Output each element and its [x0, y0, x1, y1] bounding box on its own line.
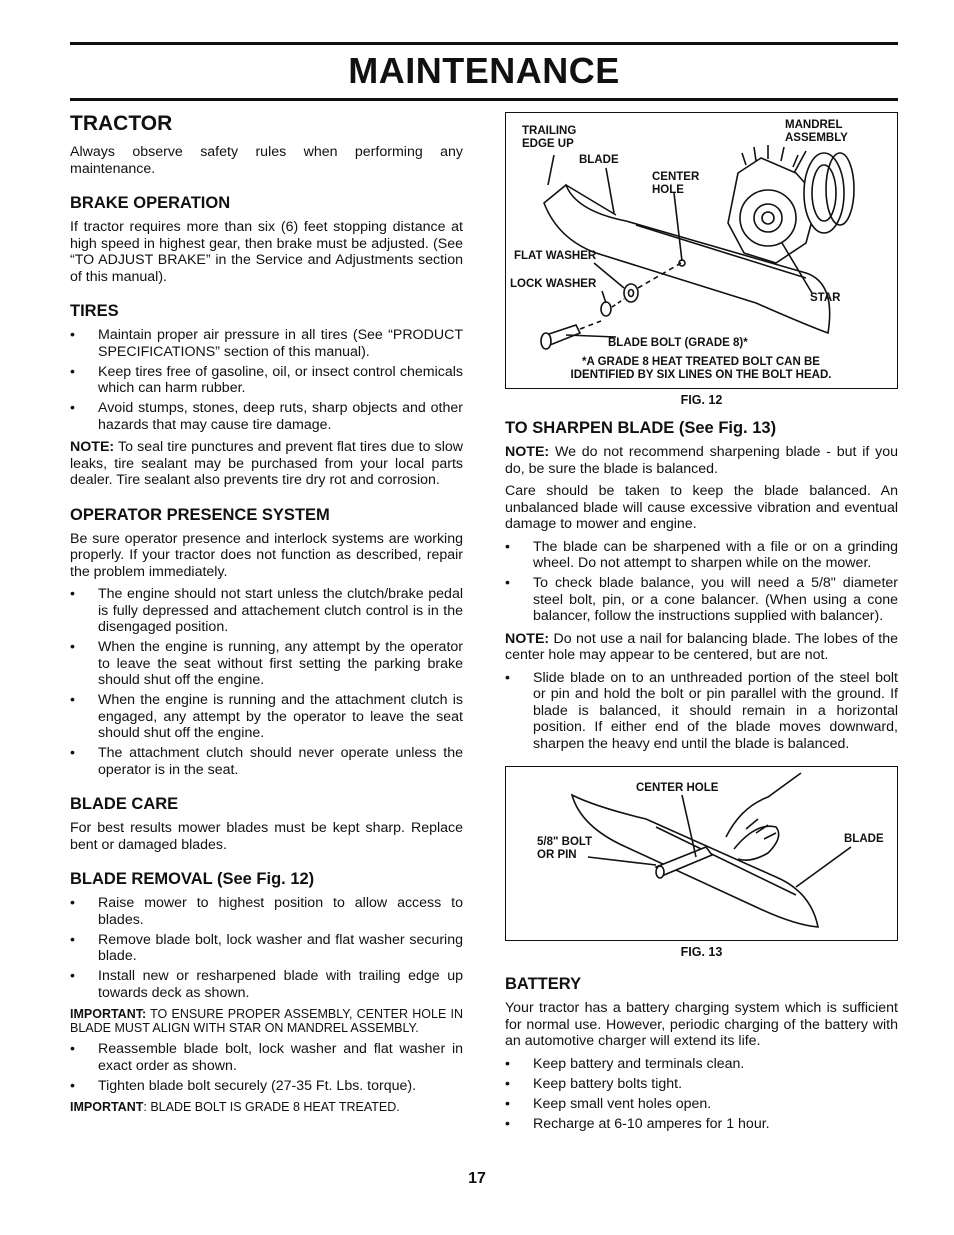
blade-removal-list-2: [70, 1041, 463, 1094]
label-mandrel-assembly: MANDREL ASSEMBLY: [785, 119, 848, 144]
note-text: Do not use a nail for balancing blade. The lobes of the center hole may appear to be centered, but are not.: [505, 630, 898, 663]
sharpen-note-2: [505, 631, 898, 664]
battery-list: [505, 1056, 898, 1133]
list-item: • Install new or resharpened blade with trailing edge up towards deck as shown.: [70, 968, 463, 1001]
label-blade: BLADE: [579, 154, 619, 166]
list-item: • Maintain proper air pressure in all tires (See “PRODUCT SPECIFICATIONS” section of this manual).: [70, 327, 463, 360]
battery-text: Your tractor has a battery charging system which is sufficient for normal use. However, periodic charging of the battery with an automotive charger will extend its life.: [505, 1000, 898, 1049]
sharpen-text: Care should be taken to keep the blade balanced. An unbalanced blade will cause excessive vibration and eventual damage to mower and engine.: [505, 483, 898, 532]
list-item: • Recharge at 6-10 amperes for 1 hour.: [505, 1116, 898, 1133]
fig13-caption: FIG. 13: [680, 945, 723, 959]
list-item: • Keep battery bolts tight.: [505, 1076, 898, 1093]
label-trailing-edge: TRAILING EDGE UP: [522, 125, 577, 150]
important-label: IMPORTANT: [70, 1100, 144, 1114]
important-text: : BLADE BOLT IS GRADE 8 HEAT TREATED.: [143, 1100, 400, 1114]
ops-list: [70, 586, 463, 778]
figure-13: [505, 766, 898, 941]
list-item: • To check blade balance, you will need a 5/8" diameter steel bolt, pin, or a cone balancer. (When using a cone balancer, follow the instructions supplied with balancer).: [505, 575, 898, 625]
section-title-tractor: TRACTOR: [70, 112, 173, 135]
list-item: • The blade can be sharpened with a file or on a grinding wheel. Do not attempt to sharpen while on the mower.: [505, 539, 898, 572]
heading-blade-care: BLADE CARE: [70, 795, 179, 813]
list-item: • Avoid stumps, stones, deep ruts, sharp objects and other hazards that may cause tire damage.: [70, 400, 463, 433]
list-item: • Tighten blade bolt securely (27-35 Ft. Lbs. torque).: [70, 1078, 463, 1095]
ops-text: Be sure operator presence and interlock systems are working properly. If your tractor does not function as described, repair the problem immediately.: [70, 530, 463, 580]
sharpen-list-2: [505, 670, 898, 753]
label-center-hole: CENTER HOLE: [636, 782, 719, 794]
list-item: • The attachment clutch should never operate unless the operator is in the seat.: [70, 745, 463, 778]
list-item: • Keep tires free of gasoline, oil, or insect control chemicals which can harm rubber.: [70, 364, 463, 397]
note-label: NOTE:: [505, 444, 550, 460]
label-lock-washer: LOCK WASHER: [510, 278, 597, 290]
tires-list: [70, 327, 463, 433]
note-text: We do not recommend sharpening blade - but if you do, be sure the blade is balanced.: [505, 444, 898, 477]
label-blade: BLADE: [844, 833, 884, 845]
list-item: • Slide blade on to an unthreaded portion of the steel bolt or pin and hold the bolt or pin parallel with the ground. If blade is balanced, it should remain in a horizontal position. If either end of the blade moves downward, sharpen the heavy end until the blade is balanced.: [505, 670, 898, 753]
list-item: • The engine should not start unless the clutch/brake pedal is fully depressed and attachement clutch control is in the disengaged position.: [70, 586, 463, 636]
heading-operator-presence: OPERATOR PRESENCE SYSTEM: [70, 505, 330, 524]
important-note-1: [70, 1007, 463, 1035]
label-bolt-or-pin: 5/8" BOLT OR PIN: [537, 836, 593, 861]
heading-battery: BATTERY: [505, 975, 582, 993]
label-flat-washer: FLAT WASHER: [514, 250, 597, 262]
blade-removal-list: [70, 895, 463, 1001]
note-label: NOTE:: [505, 630, 550, 647]
important-label: IMPORTANT:: [70, 1007, 147, 1021]
important-note-2: [70, 1100, 463, 1114]
page-title: MAINTENANCE: [348, 50, 620, 91]
sharpen-list: [505, 539, 898, 625]
right-column: [505, 112, 898, 1138]
list-item: • Keep battery and terminals clean.: [505, 1056, 898, 1073]
label-star: STAR: [810, 292, 841, 304]
list-item: • When the engine is running, any attempt by the operator to leave the seat without first setting the parking brake should shut off the engine.: [70, 639, 463, 689]
note-label: NOTE:: [70, 439, 115, 455]
heading-sharpen-blade: TO SHARPEN BLADE (See Fig. 13): [505, 419, 777, 437]
fig12-footnote: *A GRADE 8 HEAT TREATED BOLT CAN BE IDENTIFIED BY SIX LINES ON THE BOLT HEAD.: [570, 356, 832, 381]
list-item: • When the engine is running and the attachment clutch is engaged, any attempt by the operator to leave the seat should shut off the engine.: [70, 692, 463, 742]
heading-blade-removal: BLADE REMOVAL (See Fig. 12): [70, 870, 315, 888]
figure-12: [505, 112, 898, 389]
heading-brake-operation: BRAKE OPERATION: [70, 194, 231, 212]
note-text: To seal tire punctures and prevent flat tires due to slow leaks, tire sealant may be purchased from your local parts dealer. Tire sealant also prevents tire dry rot and corrosion.: [70, 439, 463, 488]
blade-care-text: For best results mower blades must be kept sharp. Replace bent or damaged blades.: [70, 820, 463, 853]
heading-tires: TIRES: [70, 302, 119, 320]
brake-text: If tractor requires more than six (6) feet stopping distance at high speed in highest gear, then brake must be adjusted. (See “TO ADJUST BRAKE” in the Service and Adjustments section of this manual).: [70, 219, 463, 285]
list-item: • Keep small vent holes open.: [505, 1096, 898, 1113]
label-blade-bolt: BLADE BOLT (GRADE 8)*: [608, 337, 748, 349]
title-rule: [70, 98, 898, 101]
tires-note: [70, 439, 463, 489]
list-item: • Remove blade bolt, lock washer and flat washer securing blade.: [70, 932, 463, 965]
sharpen-note-1: [505, 444, 898, 477]
list-item: • Reassemble blade bolt, lock washer and flat washer in exact order as shown.: [70, 1041, 463, 1074]
left-column: [70, 108, 463, 1120]
label-center-hole: CENTER HOLE: [652, 171, 700, 196]
list-item: • Raise mower to highest position to allow access to blades.: [70, 895, 463, 928]
important-text: TO ENSURE PROPER ASSEMBLY, CENTER HOLE IN BLADE MUST ALIGN WITH STAR ON MANDREL ASSEMBLY.: [70, 1007, 463, 1035]
fig12-caption: FIG. 12: [680, 393, 723, 407]
intro-text: Always observe safety rules when performing any maintenance.: [70, 144, 463, 177]
top-rule: [70, 42, 898, 45]
page-number: 17: [468, 1170, 486, 1187]
